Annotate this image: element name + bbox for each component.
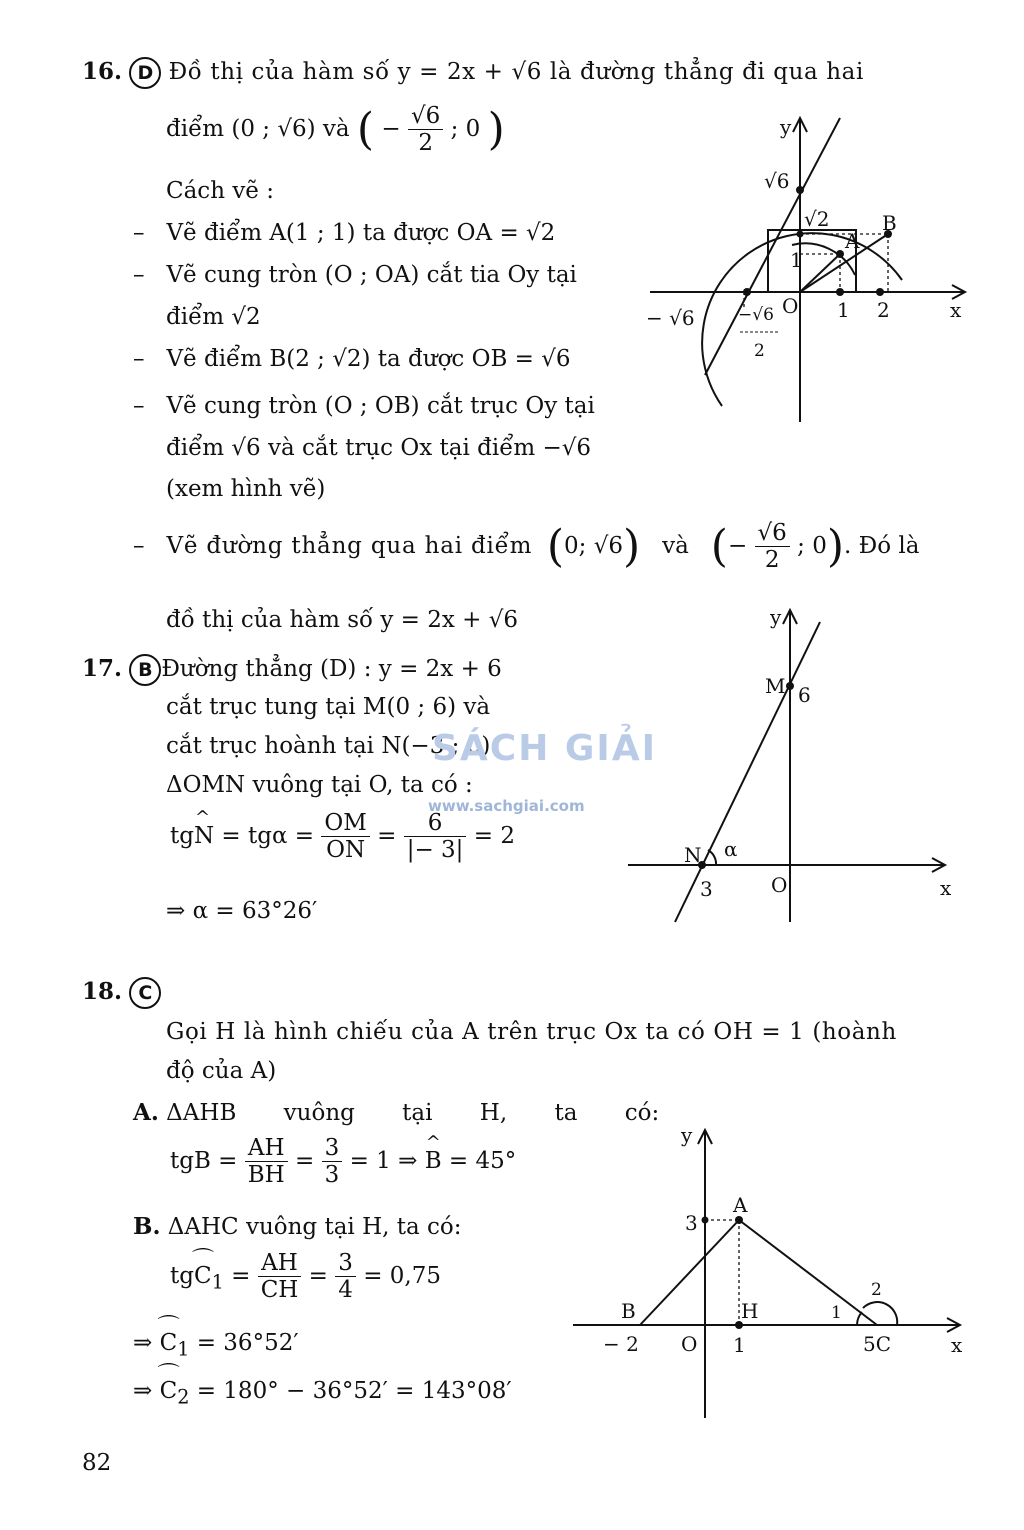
tg-result: = 2 [466, 822, 515, 849]
label-b: B [882, 211, 897, 235]
sub-2: 2 [177, 1385, 190, 1409]
step-text: Vẽ cung tròn (O ; OB) cắt trục Oy tại [166, 393, 595, 419]
step-2-cont: điểm √2 [166, 304, 261, 330]
frac-num: √6 [755, 520, 790, 547]
part-label: B. [133, 1213, 161, 1240]
paren-open: ( [546, 520, 565, 572]
angle-n-hat: ^ N [194, 823, 214, 849]
label-tick1: 1 [837, 298, 850, 322]
problem-16-line1: Đồ thị của hàm số y = 2x + √6 là đường thẳng đi qua hai [168, 59, 864, 85]
problem-16-line2 [166, 103, 505, 157]
label-three: 3 [685, 1211, 698, 1235]
label-x: x [951, 1333, 963, 1357]
answer-badge: D [129, 57, 161, 89]
problem-18-line2: độ của A) [166, 1058, 277, 1084]
segment-ac [739, 1220, 877, 1325]
watermark-url [428, 791, 585, 817]
problem-17-line3: cắt trục hoành tại N(−3 ; 0) [166, 733, 491, 759]
fraction-om-on [321, 810, 369, 864]
result-text: = 36°52′ [189, 1330, 299, 1356]
minus-sign: − [381, 115, 401, 142]
frac-den: 4 [338, 1277, 353, 1304]
label-alpha: α [724, 837, 738, 861]
tg-end: = 45° [441, 1147, 517, 1174]
tg-label: tg [170, 1262, 194, 1289]
problem-number: 16. [82, 58, 123, 85]
problem-17-header [82, 654, 502, 686]
label-neg2: − 2 [603, 1332, 639, 1356]
part-b-header [133, 1213, 462, 1240]
label-y: y [780, 115, 792, 139]
label-neg3: 3 [700, 877, 713, 901]
label-one: 1 [733, 1333, 746, 1357]
label-x: x [940, 876, 952, 900]
sub-1: 1 [177, 1337, 190, 1361]
label-frac-num: −√6 [738, 305, 774, 325]
label-one-y: 1 [790, 248, 803, 272]
step-text: Vẽ đường thẳng qua hai điểm [166, 532, 533, 559]
step-1: – Vẽ điểm A(1 ; 1) ta được OA = √2 [133, 220, 556, 246]
step-2: – Vẽ cung tròn (O ; OA) cắt tia Oy tại [133, 262, 577, 288]
label-tick2: 2 [877, 298, 890, 322]
problem-17-result: ⇒ α = 63°26′ [166, 898, 318, 924]
frac-den: CH [260, 1277, 299, 1304]
frac-num: AH [258, 1250, 302, 1277]
angle-c1: ⌒ C [194, 1263, 212, 1289]
problem-17-line4: ΔOMN vuông tại O, ta có : [166, 772, 473, 798]
part-b-text: ΔAHC vuông tại H, ta có: [167, 1214, 462, 1240]
minus-sign: − [727, 532, 748, 559]
label-n: N [684, 843, 702, 867]
result-text: = 180° − 36°52′ = 143°08′ [189, 1378, 512, 1404]
line-d [675, 622, 820, 922]
fraction-ah-bh [245, 1135, 288, 1189]
paren-close: ) [487, 103, 505, 155]
problem-17-line2: cắt trục tung tại M(0 ; 6) và [166, 694, 491, 720]
angle-b: ^ B [425, 1148, 442, 1174]
paren-close: ) [826, 520, 845, 572]
angle-c1-arc [857, 1312, 862, 1325]
fraction-3-3 [322, 1135, 343, 1189]
label-y: y [770, 605, 782, 629]
point-sqrt6 [796, 186, 804, 194]
problem-17-formula [170, 810, 515, 864]
part-b-formula: tg⌒ $C_1$ = $\frac{AH}{CH}$ = $\frac{3}{4}$ = 0,75 [170, 1250, 441, 1304]
frac-num: √6 [408, 103, 443, 130]
equals: = [369, 822, 404, 849]
figure-17 [620, 600, 970, 930]
label-h: H [741, 1299, 759, 1323]
point-tail: ; 0 [797, 532, 827, 559]
frac-den: 3 [324, 1162, 340, 1189]
problem-18-line1: Gọi H là hình chiếu của A trên trục Ox ta có OH = 1 (hoành [166, 1019, 897, 1045]
figure-16 [640, 110, 980, 430]
tg-label: tgB = [170, 1147, 245, 1174]
paren-open: ( [356, 103, 375, 155]
implies: ⇒ [133, 1330, 160, 1356]
tg-mid: = tgα = [214, 822, 322, 849]
label-o: O [681, 1332, 698, 1356]
paren-open: ( [710, 520, 728, 572]
frac-num: 3 [335, 1250, 356, 1277]
label-m: M [765, 674, 786, 698]
step-4-note: (xem hình vẽ) [166, 476, 326, 502]
result-c1 [133, 1330, 299, 1361]
frac-num: OM [321, 810, 369, 837]
watermark-brand [432, 728, 657, 769]
fraction-ah-ch [258, 1250, 302, 1304]
segment-oa [800, 254, 840, 292]
grid-box [768, 230, 856, 292]
label-frac-den: 2 [754, 341, 765, 361]
label-b: B [621, 1299, 636, 1323]
label-angle-2: 2 [871, 1280, 882, 1300]
label-sqrt6: √6 [764, 169, 790, 193]
point-m [786, 682, 794, 690]
fraction-6-over-3 [404, 810, 467, 864]
label-six: 6 [798, 683, 811, 707]
sub-1: 1 [211, 1270, 224, 1294]
answer-badge: B [129, 654, 161, 686]
angle-c1: ⌒ C [160, 1330, 178, 1356]
answer-badge: C [129, 977, 161, 1009]
segment-ob [800, 234, 888, 292]
step-4: – Vẽ cung tròn (O ; OB) cắt trục Oy tại [133, 393, 595, 419]
label-neg-sqrt6: − √6 [646, 306, 695, 330]
tick-2 [876, 288, 884, 296]
frac-den: 2 [418, 130, 433, 157]
step-end: . Đó là [844, 532, 920, 559]
frac-num: 3 [322, 1135, 343, 1162]
point-sqrt2 [797, 231, 804, 238]
part-a-formula: tgB = $\frac{AH}{BH}$ = $\frac{3}{3}$ = 1 ⇒ ^ B = 45° [170, 1135, 516, 1189]
problem-18-header [82, 977, 161, 1009]
segment-ab [640, 1220, 739, 1325]
point-root [743, 288, 751, 296]
result-c2 [133, 1378, 512, 1409]
problem-number: 17. [82, 655, 123, 682]
label-o: O [782, 294, 799, 318]
frac-num: AH [245, 1135, 288, 1162]
line2-text: điểm (0 ; √6) và [166, 115, 350, 142]
tick-1 [836, 288, 844, 296]
label-o: O [771, 873, 788, 897]
angle-c2: ⌒ C [160, 1378, 178, 1404]
conj: và [662, 532, 689, 559]
tg-tail: = 0,75 [355, 1262, 441, 1289]
point-a [735, 1216, 743, 1224]
point-1: 0; √6 [564, 532, 623, 559]
problem-number: 18. [82, 978, 123, 1005]
frac-num: 6 [404, 810, 467, 837]
page-number: 82 [82, 1450, 112, 1476]
label-x: x [950, 298, 962, 322]
problem-16-header [82, 57, 864, 89]
fraction-3-4 [335, 1250, 356, 1304]
figure-18 [565, 1120, 975, 1425]
label-y: y [681, 1123, 693, 1147]
part-a-text: ΔAHB vuông tại H, ta có: [166, 1100, 660, 1126]
point-tail: ; 0 [450, 115, 481, 142]
step-4-cont: điểm √6 và cắt trục Ox tại điểm −√6 [166, 435, 592, 461]
tg-tail: = 1 ⇒ [342, 1147, 425, 1174]
label-angle-1: 1 [831, 1303, 842, 1323]
step-5: – Vẽ đường thẳng qua hai điểm (0; √6) và (− $\frac{√6}{2}$ ; 0). Đó là [133, 520, 920, 574]
label-a: A [733, 1193, 748, 1217]
fraction-sqrt6-over-2 [408, 103, 443, 157]
frac-den: 2 [764, 547, 780, 574]
implies: ⇒ [133, 1378, 160, 1404]
watermark-url-text: www.sachgiai.com [428, 797, 585, 815]
howto-heading: Cách vẽ : [166, 178, 274, 204]
label-5c: 5C [863, 1332, 892, 1356]
label-a: A [845, 229, 860, 253]
label-sqrt2: √2 [804, 207, 830, 231]
angle-c2-arc [863, 1302, 897, 1325]
step-text: Vẽ cung tròn (O ; OA) cắt tia Oy tại [166, 262, 577, 288]
frac-den: ON [326, 837, 366, 864]
paren-close: ) [623, 520, 641, 572]
fraction-sqrt6-over-2 [755, 520, 790, 574]
step-text: Vẽ điểm B(2 ; √2) ta được OB = √6 [166, 346, 571, 372]
step-3: – Vẽ điểm B(2 ; √2) ta được OB = √6 [133, 346, 571, 372]
point-a [836, 250, 844, 258]
problem-17-line1: Đường thẳng (D) : y = 2x + 6 [161, 656, 502, 682]
part-label: A. [133, 1099, 159, 1126]
watermark-text: SÁCH GIẢI [432, 728, 658, 769]
line-graph [705, 118, 840, 375]
frac-den: BH [247, 1162, 285, 1189]
tg-label: tg [170, 822, 194, 849]
tick-3 [702, 1217, 709, 1224]
step-text: Vẽ điểm A(1 ; 1) ta được OA = √2 [166, 220, 556, 246]
frac-den: |− 3| [406, 837, 464, 864]
step-5-cont: đồ thị của hàm số y = 2x + √6 [166, 607, 519, 633]
